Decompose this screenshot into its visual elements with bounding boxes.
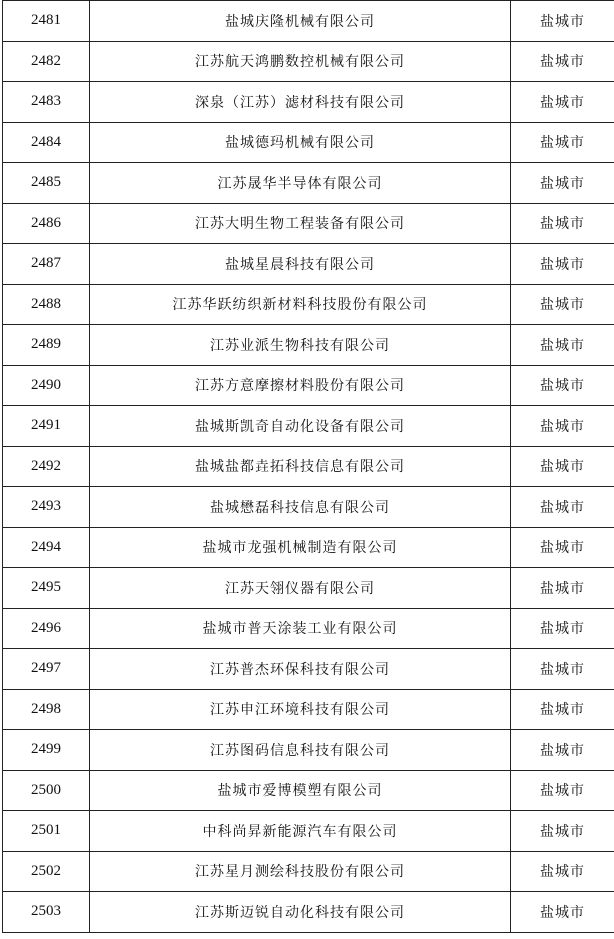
row-number-cell: 2483	[3, 82, 90, 123]
table-body	[3, 1, 614, 933]
company-name-cell: 盐城斯凯奇自动化设备有限公司	[90, 406, 511, 447]
row-number-cell: 2482	[3, 41, 90, 82]
company-name-cell: 江苏星月测绘科技股份有限公司	[90, 851, 511, 892]
city-cell: 盐城市	[511, 568, 614, 609]
row-number-cell: 2481	[3, 1, 90, 42]
company-name-cell: 江苏晟华半导体有限公司	[90, 163, 511, 204]
company-name-cell: 盐城市爱博模塑有限公司	[90, 770, 511, 811]
company-name-cell: 盐城市普天涂装工业有限公司	[90, 608, 511, 649]
company-name-cell: 盐城星晨科技有限公司	[90, 244, 511, 285]
table-row	[3, 365, 614, 406]
company-name-cell: 深泉（江苏）滤材科技有限公司	[90, 82, 511, 123]
row-number-cell: 2503	[3, 892, 90, 933]
company-name-cell: 江苏业派生物科技有限公司	[90, 325, 511, 366]
row-number-cell: 2493	[3, 487, 90, 528]
table-row	[3, 325, 614, 366]
row-number-cell: 2484	[3, 122, 90, 163]
row-number-cell: 2499	[3, 730, 90, 771]
company-name-cell: 江苏华跃纺织新材料科技股份有限公司	[90, 284, 511, 325]
city-cell: 盐城市	[511, 365, 614, 406]
row-number-cell: 2487	[3, 244, 90, 285]
company-name-cell: 江苏航天鸿鹏数控机械有限公司	[90, 41, 511, 82]
row-number-cell: 2486	[3, 203, 90, 244]
row-number-cell: 2498	[3, 689, 90, 730]
table-row	[3, 770, 614, 811]
company-name-cell: 江苏普杰环保科技有限公司	[90, 649, 511, 690]
company-name-cell: 盐城庆隆机械有限公司	[90, 1, 511, 42]
table-row	[3, 892, 614, 933]
table-row	[3, 203, 614, 244]
company-name-cell: 江苏方意摩擦材料股份有限公司	[90, 365, 511, 406]
row-number-cell: 2501	[3, 811, 90, 852]
row-number-cell: 2490	[3, 365, 90, 406]
company-name-cell: 盐城德玛机械有限公司	[90, 122, 511, 163]
row-number-cell: 2494	[3, 527, 90, 568]
company-table	[2, 0, 614, 933]
company-name-cell: 江苏大明生物工程装备有限公司	[90, 203, 511, 244]
company-name-cell: 江苏图码信息科技有限公司	[90, 730, 511, 771]
table-row	[3, 244, 614, 285]
row-number-cell: 2496	[3, 608, 90, 649]
company-name-cell: 盐城市龙强机械制造有限公司	[90, 527, 511, 568]
city-cell: 盐城市	[511, 122, 614, 163]
city-cell: 盐城市	[511, 811, 614, 852]
table-row	[3, 689, 614, 730]
table-row	[3, 730, 614, 771]
company-name-cell: 盐城盐都垚拓科技信息有限公司	[90, 446, 511, 487]
table-row	[3, 122, 614, 163]
city-cell: 盐城市	[511, 649, 614, 690]
table-row	[3, 82, 614, 123]
row-number-cell: 2491	[3, 406, 90, 447]
city-cell: 盐城市	[511, 770, 614, 811]
city-cell: 盐城市	[511, 325, 614, 366]
city-cell: 盐城市	[511, 406, 614, 447]
city-cell: 盐城市	[511, 1, 614, 42]
company-name-cell: 江苏斯迈锐自动化科技有限公司	[90, 892, 511, 933]
city-cell: 盐城市	[511, 527, 614, 568]
company-name-cell: 江苏天翎仪器有限公司	[90, 568, 511, 609]
row-number-cell: 2492	[3, 446, 90, 487]
row-number-cell: 2495	[3, 568, 90, 609]
row-number-cell: 2488	[3, 284, 90, 325]
city-cell: 盐城市	[511, 608, 614, 649]
row-number-cell: 2489	[3, 325, 90, 366]
city-cell: 盐城市	[511, 244, 614, 285]
city-cell: 盐城市	[511, 284, 614, 325]
table-row	[3, 527, 614, 568]
table-row	[3, 163, 614, 204]
city-cell: 盐城市	[511, 203, 614, 244]
table-row	[3, 811, 614, 852]
table-row	[3, 851, 614, 892]
city-cell: 盐城市	[511, 487, 614, 528]
table-row	[3, 649, 614, 690]
table-row	[3, 41, 614, 82]
table-row	[3, 406, 614, 447]
company-name-cell: 中科尚昇新能源汽车有限公司	[90, 811, 511, 852]
city-cell: 盐城市	[511, 689, 614, 730]
row-number-cell: 2485	[3, 163, 90, 204]
city-cell: 盐城市	[511, 163, 614, 204]
row-number-cell: 2502	[3, 851, 90, 892]
table-row	[3, 1, 614, 42]
table-row	[3, 446, 614, 487]
table-row	[3, 284, 614, 325]
company-name-cell: 盐城懋磊科技信息有限公司	[90, 487, 511, 528]
table-row	[3, 487, 614, 528]
row-number-cell: 2500	[3, 770, 90, 811]
city-cell: 盐城市	[511, 892, 614, 933]
city-cell: 盐城市	[511, 82, 614, 123]
company-name-cell: 江苏申江环境科技有限公司	[90, 689, 511, 730]
table-row	[3, 608, 614, 649]
row-number-cell: 2497	[3, 649, 90, 690]
city-cell: 盐城市	[511, 446, 614, 487]
city-cell: 盐城市	[511, 730, 614, 771]
city-cell: 盐城市	[511, 41, 614, 82]
city-cell: 盐城市	[511, 851, 614, 892]
table-row	[3, 568, 614, 609]
